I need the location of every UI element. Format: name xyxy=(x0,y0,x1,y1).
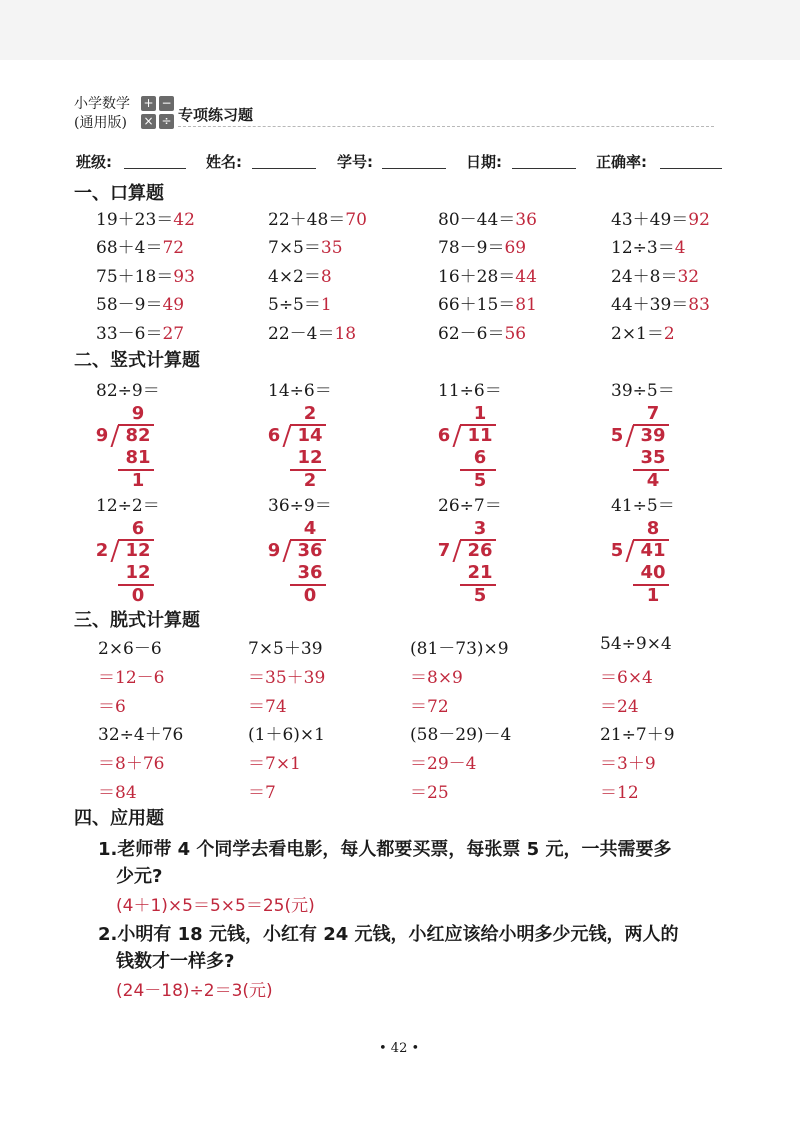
step-1: ＝7×1 xyxy=(248,754,301,774)
step-question: 7×5＋39 xyxy=(248,639,323,659)
product: 35 xyxy=(640,447,666,468)
answer-text: 8 xyxy=(320,267,332,287)
step-2: ＝72 xyxy=(410,697,449,717)
question-text: 75＋18＝ xyxy=(96,267,174,287)
divisor: 6 xyxy=(437,425,451,446)
section1-title: 一、口算题 xyxy=(74,183,164,204)
step-2: ＝6 xyxy=(98,697,126,717)
divisor: 9 xyxy=(95,425,109,446)
product: 21 xyxy=(467,562,493,583)
dividend: 39 xyxy=(640,425,666,446)
divide-icon: ÷ xyxy=(159,114,174,129)
dividend: 11 xyxy=(467,425,493,446)
step-2: ＝25 xyxy=(410,783,449,803)
oral-calc-item xyxy=(96,205,195,230)
product: 40 xyxy=(640,562,666,583)
remainder: 0 xyxy=(131,585,145,606)
question-text: 12÷3＝ xyxy=(611,238,675,258)
division-question: 11÷6＝ xyxy=(438,381,502,401)
answer-text: 44 xyxy=(515,267,537,287)
header-divider xyxy=(178,126,714,127)
remainder: 1 xyxy=(131,470,145,491)
times-icon: × xyxy=(141,114,156,129)
word-problem-2-line2: 钱数才一样多? xyxy=(116,951,235,972)
subject-label: 小学数学 xyxy=(74,96,130,112)
step-question: 32÷4＋76 xyxy=(98,725,184,745)
answer-text: 42 xyxy=(173,210,195,230)
answer-text: 92 xyxy=(688,210,710,230)
step-2: ＝24 xyxy=(600,697,639,717)
oral-calc-item xyxy=(268,205,367,230)
divisor: 5 xyxy=(610,540,624,561)
step-1: ＝8×9 xyxy=(410,668,463,688)
step-2: ＝12 xyxy=(600,783,639,803)
section3-title: 三、脱式计算题 xyxy=(74,610,200,631)
answer-text: 27 xyxy=(162,324,185,344)
divisor: 5 xyxy=(610,425,624,446)
question-text: 43＋49＝ xyxy=(611,210,689,230)
dividend: 14 xyxy=(297,425,323,446)
word-problem-2-answer: (24－18)÷2＝3(元) xyxy=(116,981,273,1001)
answer-text: 72 xyxy=(162,238,185,258)
quotient: 1 xyxy=(473,403,487,424)
remainder: 0 xyxy=(303,585,317,606)
question-text: 5÷5＝ xyxy=(268,295,321,315)
dividend: 12 xyxy=(125,540,151,561)
division-question: 39÷5＝ xyxy=(611,381,675,401)
answer-text: 32 xyxy=(677,267,700,287)
date-label: 日期: xyxy=(466,153,502,171)
oral-calc-item xyxy=(611,205,710,230)
dividend: 82 xyxy=(125,425,151,446)
question-text: 66＋15＝ xyxy=(438,295,516,315)
question-text: 22＋48＝ xyxy=(268,210,346,230)
answer-text: 83 xyxy=(688,295,710,315)
question-text: 80－44＝ xyxy=(438,210,516,230)
quotient: 9 xyxy=(131,403,145,424)
division-question: 12÷2＝ xyxy=(96,496,160,516)
step-1: ＝35＋39 xyxy=(248,668,326,688)
dividend: 41 xyxy=(640,540,666,561)
quotient: 7 xyxy=(646,403,660,424)
page-number: • 42 • xyxy=(379,1041,420,1056)
section2-title: 二、竖式计算题 xyxy=(74,350,200,371)
divisor: 9 xyxy=(267,540,281,561)
oral-calc-item xyxy=(438,262,537,287)
remainder: 2 xyxy=(303,470,317,491)
oral-calc-item xyxy=(438,290,537,315)
step-1: ＝29－4 xyxy=(410,754,477,774)
oral-calc-item xyxy=(96,290,184,315)
division-question: 14÷6＝ xyxy=(268,381,332,401)
oral-calc-item xyxy=(268,233,343,258)
division-question: 26÷7＝ xyxy=(438,496,502,516)
step-2: ＝84 xyxy=(98,783,137,803)
step-2: ＝74 xyxy=(248,697,287,717)
student-number-label: 学号: xyxy=(337,153,373,171)
remainder: 4 xyxy=(646,470,660,491)
answer-text: 18 xyxy=(334,324,357,344)
answer-text: 35 xyxy=(320,238,343,258)
step-1: ＝12－6 xyxy=(98,668,165,688)
question-text: 78－9＝ xyxy=(438,238,505,258)
student-number-field[interactable] xyxy=(382,168,446,169)
accuracy-label: 正确率: xyxy=(596,153,647,171)
quotient: 3 xyxy=(473,518,487,539)
question-text: 16＋28＝ xyxy=(438,267,516,287)
oral-calc-item xyxy=(611,262,699,287)
quotient: 4 xyxy=(303,518,317,539)
oral-calc-item xyxy=(268,319,356,344)
oral-calc-item xyxy=(268,290,332,315)
answer-text: 36 xyxy=(515,210,537,230)
product: 81 xyxy=(125,447,151,468)
step-1: ＝8＋76 xyxy=(98,754,165,774)
class-label: 班级: xyxy=(76,153,112,171)
word-problem-1-line1: 1.老师带 4 个同学去看电影，每人都要买票，每张票 5 元，一共需要多 xyxy=(98,839,672,860)
product: 36 xyxy=(297,562,323,583)
answer-text: 70 xyxy=(345,210,367,230)
divisor: 7 xyxy=(437,540,451,561)
word-problem-1-answer: (4＋1)×5＝5×5＝25(元) xyxy=(116,896,315,916)
quotient: 8 xyxy=(646,518,660,539)
oral-calc-item xyxy=(611,233,686,258)
word-problem-2-line1: 2.小明有 18 元钱，小红有 24 元钱，小红应该给小明多少元钱，两人的 xyxy=(98,924,679,945)
answer-text: 69 xyxy=(504,238,527,258)
divisor: 6 xyxy=(267,425,281,446)
product: 12 xyxy=(297,447,323,468)
division-question: 82÷9＝ xyxy=(96,381,160,401)
product: 6 xyxy=(473,447,487,468)
step-1: ＝3＋9 xyxy=(600,754,656,774)
step-question: (58－29)－4 xyxy=(410,725,512,745)
remainder: 5 xyxy=(473,470,487,491)
operators-logo xyxy=(141,96,175,130)
step-question: (1＋6)×1 xyxy=(248,725,325,745)
oral-calc-item xyxy=(96,262,195,287)
question-text: 44＋39＝ xyxy=(611,295,689,315)
remainder: 5 xyxy=(473,585,487,606)
oral-calc-item xyxy=(438,205,537,230)
answer-text: 4 xyxy=(674,238,686,258)
step-question: (81－73)×9 xyxy=(410,639,509,659)
step-question: 21÷7＋9 xyxy=(600,725,675,745)
quotient: 2 xyxy=(303,403,317,424)
answer-text: 56 xyxy=(504,324,527,344)
answer-text: 1 xyxy=(320,295,332,315)
date-field[interactable] xyxy=(512,168,576,169)
question-text: 24＋8＝ xyxy=(611,267,678,287)
section4-title: 四、应用题 xyxy=(74,808,164,829)
oral-calc-item xyxy=(268,262,332,287)
remainder: 1 xyxy=(646,585,660,606)
answer-text: 93 xyxy=(173,267,195,287)
product: 12 xyxy=(125,562,151,583)
step-1: ＝6×4 xyxy=(600,668,653,688)
worksheet-title: 专项练习题 xyxy=(178,106,254,124)
oral-calc-item xyxy=(611,290,710,315)
dividend: 26 xyxy=(467,540,493,561)
answer-text: 49 xyxy=(162,295,185,315)
question-text: 33－6＝ xyxy=(96,324,163,344)
division-question: 36÷9＝ xyxy=(268,496,332,516)
answer-text: 2 xyxy=(663,324,675,344)
step-question: 2×6－6 xyxy=(98,639,162,659)
question-text: 58－9＝ xyxy=(96,295,163,315)
word-problem-1-line2: 少元? xyxy=(116,866,163,887)
edition-label: (通用版) xyxy=(74,115,127,131)
accuracy-field[interactable] xyxy=(660,168,722,169)
division-question: 41÷5＝ xyxy=(611,496,675,516)
question-text: 68＋4＝ xyxy=(96,238,163,258)
question-text: 7×5＝ xyxy=(268,238,321,258)
question-text: 62－6＝ xyxy=(438,324,505,344)
question-text: 4×2＝ xyxy=(268,267,321,287)
step-2: ＝7 xyxy=(248,783,276,803)
oral-calc-item xyxy=(611,319,675,344)
name-field[interactable] xyxy=(252,168,316,169)
oral-calc-item xyxy=(438,319,526,344)
divisor: 2 xyxy=(95,540,109,561)
oral-calc-item xyxy=(96,319,184,344)
class-field[interactable] xyxy=(124,168,186,169)
question-text: 19＋23＝ xyxy=(96,210,174,230)
quotient: 6 xyxy=(131,518,145,539)
oral-calc-item xyxy=(96,233,184,258)
question-text: 2×1＝ xyxy=(611,324,664,344)
oral-calc-item xyxy=(438,233,526,258)
plus-icon: + xyxy=(141,96,156,111)
dividend: 36 xyxy=(297,540,323,561)
name-label: 姓名: xyxy=(206,153,242,171)
question-text: 22－4＝ xyxy=(268,324,335,344)
minus-icon: − xyxy=(159,96,174,111)
answer-text: 81 xyxy=(515,295,537,315)
step-question: 54÷9×4 xyxy=(600,634,672,654)
